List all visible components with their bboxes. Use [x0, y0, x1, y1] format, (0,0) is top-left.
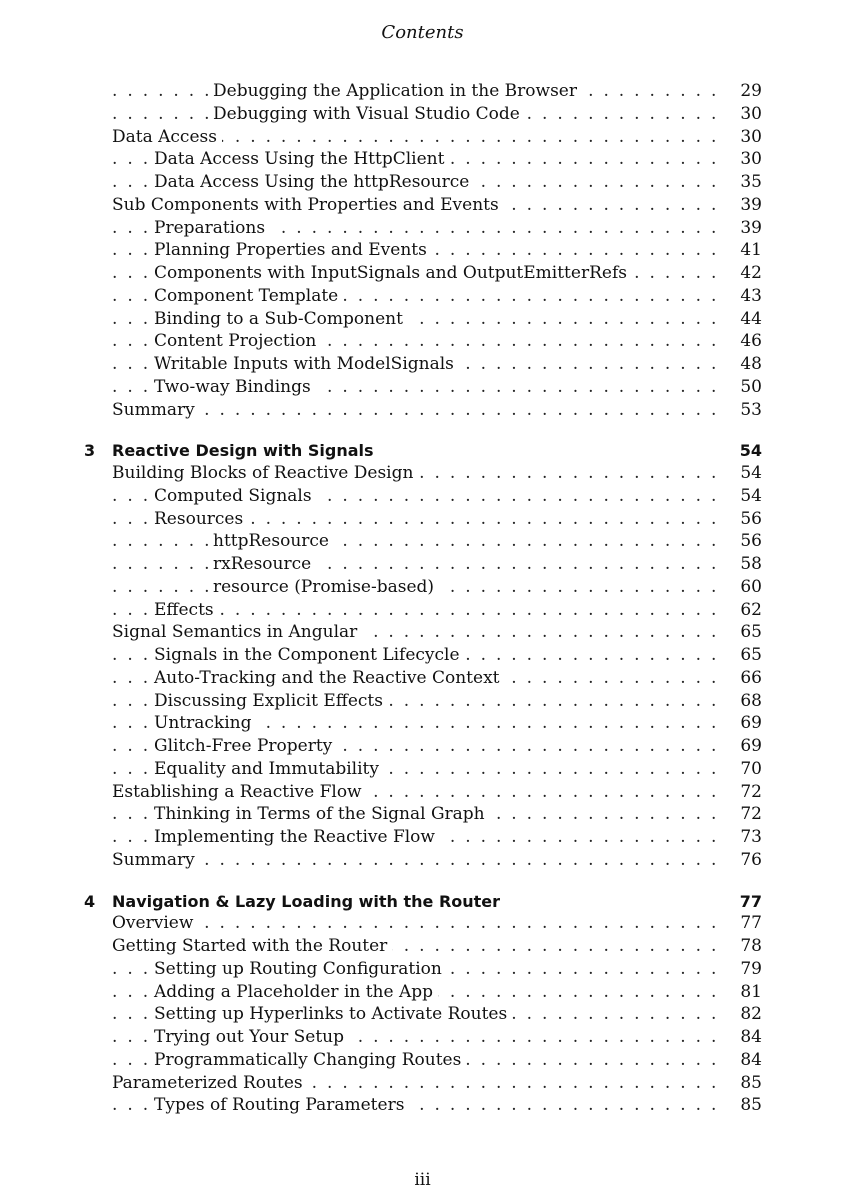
- toc-entry-page: 30: [722, 148, 762, 171]
- toc-entry-page: 77: [722, 912, 762, 935]
- toc-entry-page: 77: [722, 890, 762, 913]
- toc-entry[interactable]: [0, 781, 845, 804]
- toc-entry-title: Debugging with Visual Studio Code: [213, 103, 525, 126]
- toc-entry[interactable]: [0, 148, 845, 171]
- toc-entry[interactable]: [0, 80, 845, 103]
- toc-entry-title: Data Access Using the HttpClient: [154, 148, 449, 171]
- toc-entry[interactable]: [0, 103, 845, 126]
- toc-entry-title: Setting up Hyperlinks to Activate Routes: [154, 1003, 512, 1026]
- toc-entry[interactable]: [0, 667, 845, 690]
- toc-entry[interactable]: [0, 1072, 845, 1095]
- toc-entry-page: 72: [722, 803, 762, 826]
- toc-entry-title: Planning Properties and Events: [154, 239, 432, 262]
- dot-leader: [112, 530, 725, 553]
- toc-entry[interactable]: [0, 803, 845, 826]
- toc-entry-title: Untracking: [154, 712, 256, 735]
- toc-entry-title: Navigation & Lazy Loading with the Router: [112, 890, 505, 913]
- toc-entry[interactable]: [0, 981, 845, 1004]
- toc-entry-title: Data Access Using the httpResource: [154, 171, 474, 194]
- toc-entry[interactable]: [0, 171, 845, 194]
- toc-entry-page: 39: [722, 194, 762, 217]
- toc-entry-title: Summary: [112, 399, 200, 422]
- toc-entry[interactable]: [0, 599, 845, 622]
- toc-entry-title: Computed Signals: [154, 485, 317, 508]
- toc-entry-title: Thinking in Terms of the Signal Graph: [154, 803, 490, 826]
- toc-entry[interactable]: [0, 912, 845, 935]
- toc-entry-page: 82: [722, 1003, 762, 1026]
- chapter-number: 3: [84, 441, 96, 461]
- toc-entry[interactable]: [0, 1094, 845, 1117]
- toc-entry[interactable]: [0, 1026, 845, 1049]
- toc-entry-page: 69: [722, 712, 762, 735]
- page-number: iii: [414, 1170, 431, 1190]
- toc-entry-title: Binding to a Sub-Component: [154, 308, 408, 331]
- toc-entry-title: Reactive Design with Signals: [112, 439, 379, 462]
- toc-entry-page: 53: [722, 399, 762, 422]
- toc-entry-title: Equality and Immutability: [154, 758, 384, 781]
- toc-entry-page: 35: [722, 171, 762, 194]
- toc-entry-title: Programmatically Changing Routes: [154, 1049, 466, 1072]
- toc-entry-page: 65: [722, 621, 762, 644]
- toc-entry-page: 29: [722, 80, 762, 103]
- toc-entry[interactable]: [0, 508, 845, 531]
- toc-entry-title: Signal Semantics in Angular: [112, 621, 362, 644]
- toc-entry-title: Preparations: [154, 217, 270, 240]
- toc-entry-page: 58: [722, 553, 762, 576]
- toc-entry-title: Debugging the Application in the Browser: [213, 80, 582, 103]
- toc-entry-title: Discussing Explicit Effects: [154, 690, 388, 713]
- toc-entry[interactable]: [0, 735, 845, 758]
- toc-entry-page: 30: [722, 126, 762, 149]
- toc-entry[interactable]: [0, 485, 845, 508]
- toc-entry-page: 56: [722, 530, 762, 553]
- toc-entry-page: 50: [722, 376, 762, 399]
- toc-entry-title: Sub Components with Properties and Events: [112, 194, 504, 217]
- toc-entry[interactable]: [0, 330, 845, 353]
- toc-entry[interactable]: [0, 376, 845, 399]
- toc-entry-page: 84: [722, 1049, 762, 1072]
- dot-leader: [112, 553, 725, 576]
- toc-entry-title: Building Blocks of Reactive Design: [112, 462, 418, 485]
- toc-entry-page: 56: [722, 508, 762, 531]
- toc-entry-title: Getting Started with the Router: [112, 935, 392, 958]
- toc-entry-page: 81: [722, 981, 762, 1004]
- toc-entry-page: 85: [722, 1094, 762, 1117]
- toc-entry-page: 60: [722, 576, 762, 599]
- toc-entry-page: 85: [722, 1072, 762, 1095]
- dot-leader: [112, 399, 725, 422]
- toc-entry-page: 78: [722, 935, 762, 958]
- toc-entry-title: rxResource: [213, 553, 316, 576]
- toc-entry[interactable]: [0, 644, 845, 667]
- toc-entry-page: 48: [722, 353, 762, 376]
- toc-entry-title: Establishing a Reactive Flow: [112, 781, 367, 804]
- toc-entry[interactable]: [0, 126, 845, 149]
- toc-entry-title: Implementing the Reactive Flow: [154, 826, 440, 849]
- toc-entry-title: Glitch-Free Property: [154, 735, 337, 758]
- chapter-number: 4: [84, 891, 96, 911]
- toc-entry-title: Adding a Placeholder in the App: [154, 981, 438, 1004]
- toc-entry[interactable]: [0, 849, 845, 872]
- toc-entry-title: Trying out Your Setup: [154, 1026, 349, 1049]
- toc-entry-page: 66: [722, 667, 762, 690]
- toc-entry-page: 70: [722, 758, 762, 781]
- toc-entry-title: Parameterized Routes: [112, 1072, 308, 1095]
- toc-entry[interactable]: [0, 308, 845, 331]
- toc-entry[interactable]: [0, 690, 845, 713]
- toc-entry[interactable]: [0, 758, 845, 781]
- toc-entry-title: resource (Promise-based): [213, 576, 439, 599]
- toc-entry-page: 84: [722, 1026, 762, 1049]
- toc-entry[interactable]: [0, 958, 845, 981]
- toc-entry[interactable]: [0, 712, 845, 735]
- toc-entry-page: 42: [722, 262, 762, 285]
- toc-entry[interactable]: [0, 262, 845, 285]
- toc-entry[interactable]: [0, 399, 845, 422]
- toc-entry-page: 43: [722, 285, 762, 308]
- toc-entry-page: 54: [722, 462, 762, 485]
- toc-chapter-entry[interactable]: [0, 439, 845, 462]
- toc-entry[interactable]: [0, 826, 845, 849]
- toc-entry[interactable]: [0, 935, 845, 958]
- toc-entry[interactable]: [0, 1003, 845, 1026]
- toc-entry-page: 54: [722, 485, 762, 508]
- toc-entry[interactable]: [0, 621, 845, 644]
- toc-entry[interactable]: [0, 194, 845, 217]
- toc-entry-title: Data Access: [112, 126, 222, 149]
- toc-entry-page: 46: [722, 330, 762, 353]
- toc-entry-page: 72: [722, 781, 762, 804]
- toc-entry-title: Two-way Bindings: [154, 376, 316, 399]
- toc-chapter-entry[interactable]: [0, 890, 845, 913]
- toc-entry-title: Auto-Tracking and the Reactive Context: [154, 667, 505, 690]
- toc-entry-title: Signals in the Component Lifecycle: [154, 644, 465, 667]
- dot-leader: [112, 849, 725, 872]
- toc-entry-title: Overview: [112, 912, 198, 935]
- toc-entry-title: Writable Inputs with ModelSignals: [154, 353, 459, 376]
- toc-entry-page: 30: [722, 103, 762, 126]
- toc-entry-title: Setting up Routing Configuration: [154, 958, 447, 981]
- toc-entry-title: Content Projection: [154, 330, 321, 353]
- toc-entry[interactable]: [0, 553, 845, 576]
- toc-entry[interactable]: [0, 530, 845, 553]
- toc-entry-page: 76: [722, 849, 762, 872]
- toc-entry-title: Components with InputSignals and OutputEmitterRefs: [154, 262, 632, 285]
- running-header: Contents: [381, 22, 464, 43]
- toc-entry[interactable]: [0, 217, 845, 240]
- toc-entry-page: 44: [722, 308, 762, 331]
- toc-entry[interactable]: [0, 285, 845, 308]
- toc-entry-page: 68: [722, 690, 762, 713]
- toc-entry-title: httpResource: [213, 530, 334, 553]
- toc-entry[interactable]: [0, 353, 845, 376]
- dot-leader: [112, 912, 725, 935]
- toc-entry-page: 79: [722, 958, 762, 981]
- toc-entry[interactable]: [0, 576, 845, 599]
- toc-entry-page: 39: [722, 217, 762, 240]
- toc-entry[interactable]: [0, 462, 845, 485]
- toc-entry-page: 73: [722, 826, 762, 849]
- toc-entry-title: Effects: [154, 599, 219, 622]
- toc-entry-title: Component Template: [154, 285, 343, 308]
- toc-entry-title: Types of Routing Parameters: [154, 1094, 409, 1117]
- toc-entry-page: 54: [722, 439, 762, 462]
- toc-entry-page: 65: [722, 644, 762, 667]
- toc-entry[interactable]: [0, 1049, 845, 1072]
- toc-entry-page: 69: [722, 735, 762, 758]
- toc-entry-page: 41: [722, 239, 762, 262]
- toc-entry-title: Summary: [112, 849, 200, 872]
- toc-entry-title: Resources: [154, 508, 248, 531]
- toc-entry-page: 62: [722, 599, 762, 622]
- toc-entry[interactable]: [0, 239, 845, 262]
